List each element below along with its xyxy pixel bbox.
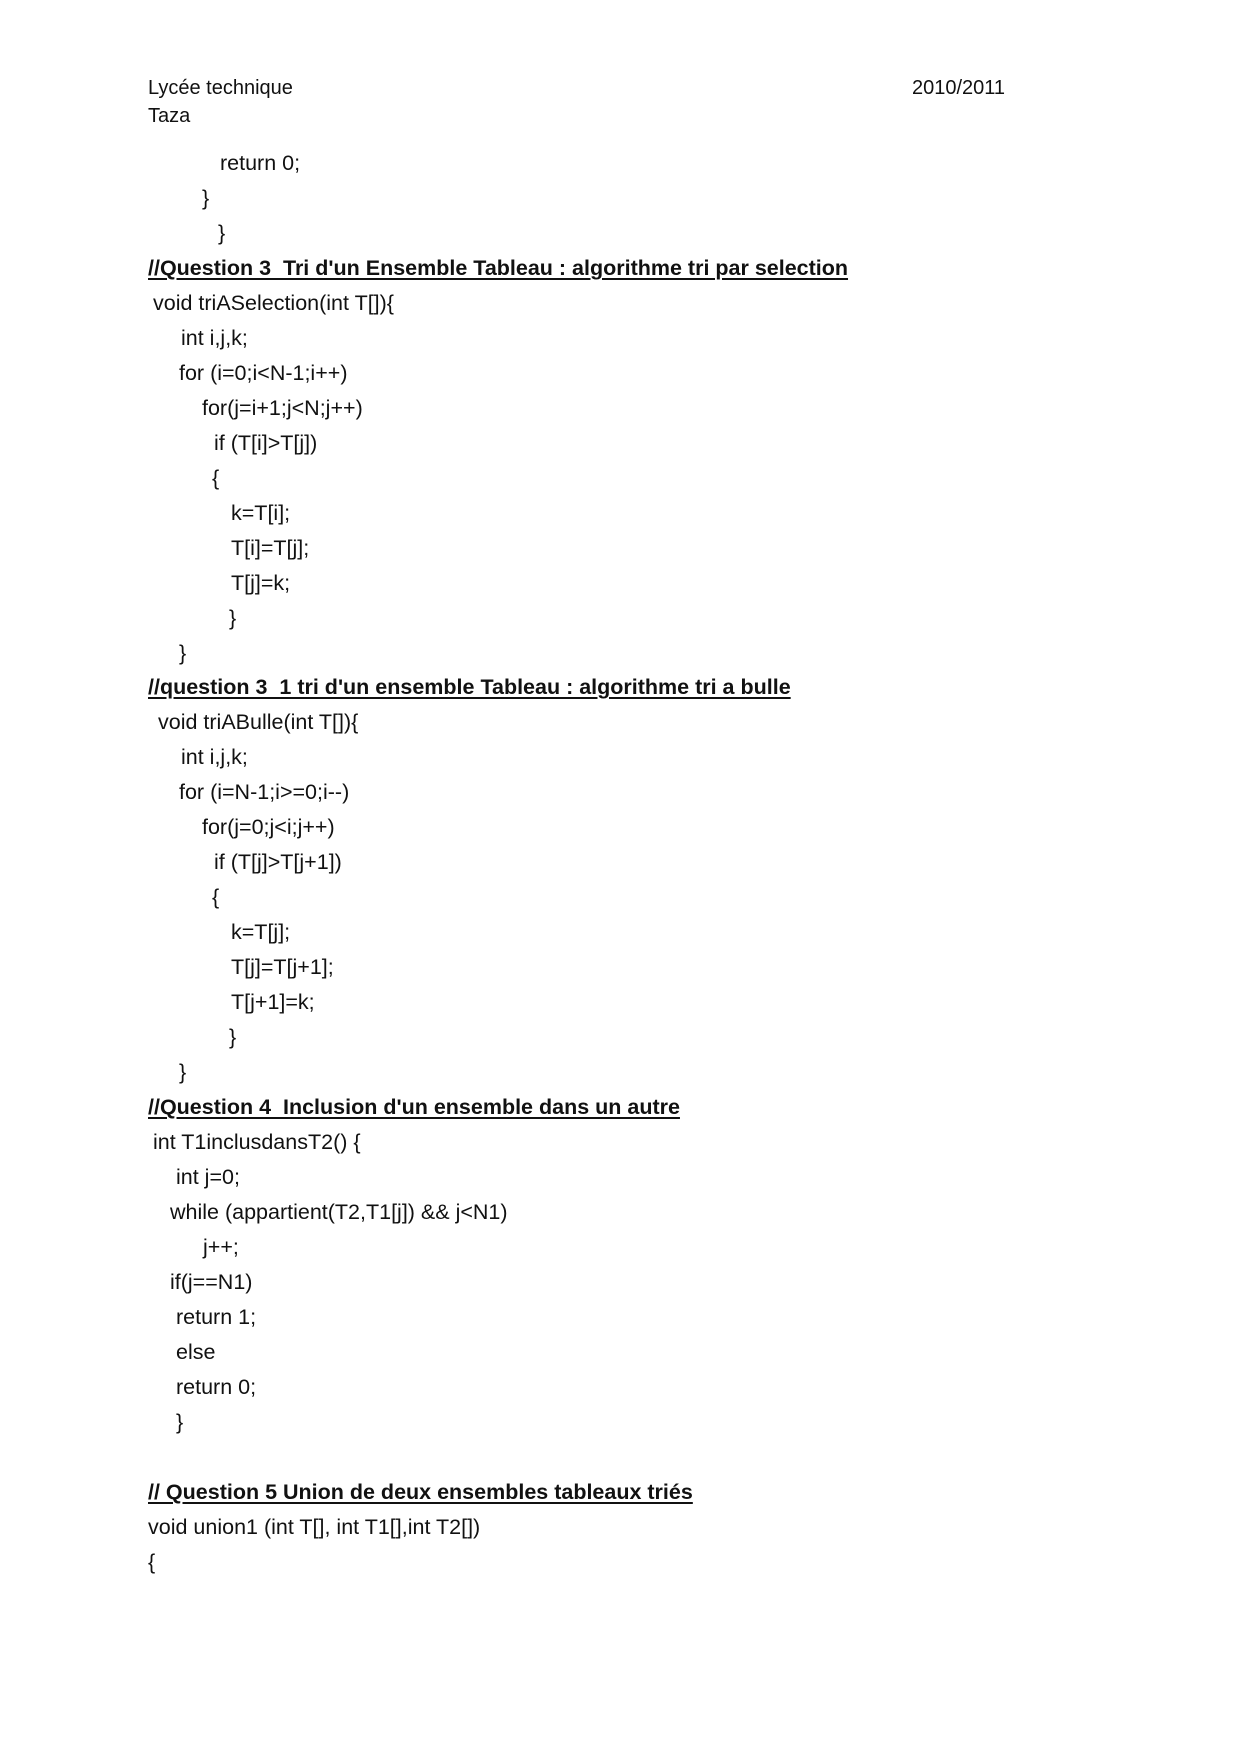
section-heading: //question 3 1 tri d'un ensemble Tableau : algorithme tri a bulle xyxy=(148,675,791,699)
code-line: int T1inclusdansT2() { xyxy=(153,1130,361,1154)
section-heading: //Question 4 Inclusion d'un ensemble dans un autre xyxy=(148,1095,680,1119)
code-line: for(j=i+1;j<N;j++) xyxy=(202,396,363,420)
code-line: T[j]=T[j+1]; xyxy=(231,955,334,979)
code-line: } xyxy=(179,641,187,665)
section-heading: //Question 3 Tri d'un Ensemble Tableau : algorithme tri par selection xyxy=(148,256,849,280)
header-city: Taza xyxy=(148,105,191,127)
code-line: T[j+1]=k; xyxy=(231,990,315,1014)
code-line: if(j==N1) xyxy=(170,1270,253,1294)
code-line: k=T[i]; xyxy=(231,501,291,525)
code-line: { xyxy=(148,1550,156,1574)
code-line: } xyxy=(229,1025,237,1049)
header-year: 2010/2011 xyxy=(912,77,1006,99)
code-line: int i,j,k; xyxy=(181,326,248,350)
code-line: return 0; xyxy=(220,151,301,175)
code-line: void triASelection(int T[]){ xyxy=(153,291,394,315)
code-line: for (i=N-1;i>=0;i--) xyxy=(179,780,350,804)
section-heading: // Question 5 Union de deux ensembles tableaux triés xyxy=(148,1480,693,1504)
code-line: if (T[i]>T[j]) xyxy=(214,431,318,455)
code-line: { xyxy=(212,885,220,909)
code-line: return 0; xyxy=(176,1375,257,1399)
code-line: return 1; xyxy=(176,1305,257,1329)
code-line: } xyxy=(176,1410,184,1434)
code-line: int i,j,k; xyxy=(181,745,248,769)
code-line: for (i=0;i<N-1;i++) xyxy=(179,361,348,385)
code-line: { xyxy=(212,466,220,490)
code-line: else xyxy=(176,1340,216,1364)
code-line: while (appartient(T2,T1[j]) && j<N1) xyxy=(170,1200,508,1224)
code-line: j++; xyxy=(203,1235,239,1259)
code-line: } xyxy=(202,186,210,210)
code-line: } xyxy=(218,221,226,245)
code-line: T[i]=T[j]; xyxy=(231,536,310,560)
code-line: for(j=0;j<i;j++) xyxy=(202,815,335,839)
code-line: } xyxy=(229,606,237,630)
code-line: if (T[j]>T[j+1]) xyxy=(214,850,342,874)
header-school: Lycée technique xyxy=(148,77,293,99)
code-line: int j=0; xyxy=(176,1165,240,1189)
code-line: void union1 (int T[], int T1[],int T2[]) xyxy=(148,1515,481,1539)
code-line: k=T[j]; xyxy=(231,920,291,944)
code-line: } xyxy=(179,1060,187,1084)
code-line: void triABulle(int T[]){ xyxy=(158,710,359,734)
code-line: T[j]=k; xyxy=(231,571,291,595)
